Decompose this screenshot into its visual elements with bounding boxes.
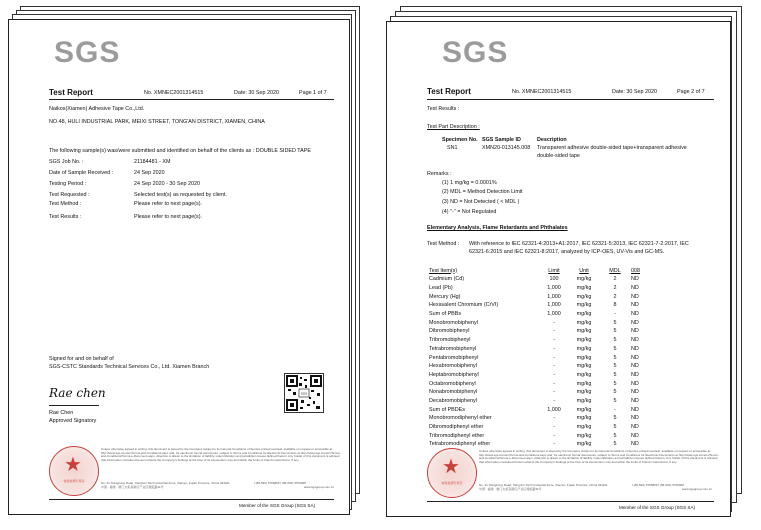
field-label: SGS Job No. : xyxy=(49,159,84,165)
limit-cell: - xyxy=(553,328,555,335)
unit-cell: mg/kg xyxy=(576,276,592,283)
limit-cell: 1,000 xyxy=(547,406,561,413)
limit-cell: - xyxy=(553,345,555,352)
test-item-cell: Hexabromobiphenyl xyxy=(429,363,477,370)
col-mdl: MDL xyxy=(609,267,621,274)
result-cell: ND xyxy=(631,328,639,335)
remark-item: (2) MDL = Method Detection Limit xyxy=(442,189,523,195)
field-value: Please refer to next page(s). xyxy=(134,214,203,220)
field-value: 24 Sep 2020 xyxy=(134,170,165,176)
table-row xyxy=(427,353,657,362)
official-stamp xyxy=(49,446,99,496)
limit-cell: - xyxy=(553,397,555,404)
test-item-cell: Tetrabromobiphenyl xyxy=(429,345,477,352)
remark-item: (3) ND = Not Detected ( < MDL ) xyxy=(442,199,520,205)
member-text: Member of the SGS Group (SGS SA) xyxy=(239,503,316,508)
mdl-cell: 5 xyxy=(613,337,617,344)
footer-address-en: No. 31 Xianghong Road, Xiang'An Torch Industrial Zone, Xiamen, Fujian Province, China 361101 xyxy=(479,484,608,487)
spec-header-sample-id: SGS Sample ID xyxy=(482,137,521,143)
result-cell: ND xyxy=(631,337,639,344)
result-cell: ND xyxy=(631,441,639,448)
spec-specimen: SN1 xyxy=(447,145,458,151)
result-cell: ND xyxy=(631,363,639,370)
client-company: Naikos(Xiamen) Adhesive Tape Co.,Ltd. xyxy=(49,106,145,112)
field-label: Test Results : xyxy=(49,214,82,220)
table-row xyxy=(427,336,657,345)
table-row xyxy=(427,362,657,371)
mdl-cell: 5 xyxy=(613,389,617,396)
unit-cell: mg/kg xyxy=(576,302,592,309)
table-row xyxy=(427,345,657,354)
footer-address-en: No. 31 Xianghong Road, Xiang'An Torch Industrial Zone, Xiamen, Fujian Province, China 361101 xyxy=(101,482,230,485)
limit-cell: 1,000 xyxy=(547,285,561,292)
mdl-cell: 2 xyxy=(613,293,617,300)
sgs-logo: SGS xyxy=(54,36,121,69)
mdl-cell: 5 xyxy=(613,397,617,404)
field-label: Date of Sample Received : xyxy=(49,170,114,176)
remarks-label: Remarks : xyxy=(427,171,452,177)
limit-cell: - xyxy=(553,371,555,378)
title-rule xyxy=(49,99,334,100)
mdl-cell: 5 xyxy=(613,424,617,431)
test-item-cell: Hexavalent Chromium (CrVI) xyxy=(429,302,499,309)
report-page-2 xyxy=(386,21,731,517)
member-text: Member of the SGS Group (SGS SA) xyxy=(619,505,696,510)
result-cell: ND xyxy=(631,415,639,422)
qr-code-icon xyxy=(285,374,323,412)
fine-print: Unless otherwise agreed in writing, this document is issued by the Company subject to its General Conditions of Service printed overleaf, available on request or accessible at http://www.sgs.com/en/Terms-and-Conditions.aspx and, for electronic format documents, subject to Terms and Conditions for Electronic Documents at http://www.sgs.com/en/Terms-and-Conditions/Terms-e-Document.aspx. Attention is drawn to the limitation of liability, indemnification and jurisdiction issues defined therein. Any holder of this document is advised that information contained hereon reflects the Company's findings at the time of its intervention only and within the limits of Client's instructions, if any. xyxy=(479,450,719,464)
test-item-cell: Sum of PBBs xyxy=(429,311,462,318)
limit-cell: - xyxy=(553,354,555,361)
official-stamp xyxy=(427,448,477,498)
mdl-cell: 5 xyxy=(613,345,617,352)
stamp-star-icon: ★ xyxy=(64,454,82,476)
limit-cell: - xyxy=(553,380,555,387)
table-row xyxy=(427,284,657,293)
mdl-cell: 5 xyxy=(613,380,617,387)
unit-cell: mg/kg xyxy=(576,293,592,300)
limit-cell: - xyxy=(553,415,555,422)
result-cell: ND xyxy=(631,371,639,378)
test-item-cell: Nonabromobiphenyl xyxy=(429,389,478,396)
field-value: 24 Sep 2020 - 30 Sep 2020 xyxy=(134,181,200,187)
stamp-star-icon: ★ xyxy=(442,456,460,478)
unit-cell: mg/kg xyxy=(576,354,592,361)
test-item-cell: Heptabromobiphenyl xyxy=(429,371,479,378)
test-item-cell: Pentabromobiphenyl xyxy=(429,354,479,361)
field-value: 21184481 - XM xyxy=(134,159,171,165)
report-date: Date: 30 Sep 2020 xyxy=(612,89,657,95)
mdl-cell: 5 xyxy=(613,432,617,439)
footer-rule xyxy=(427,501,714,502)
table-row xyxy=(427,423,657,432)
limit-cell: - xyxy=(553,389,555,396)
mdl-cell: 5 xyxy=(613,415,617,422)
table-row xyxy=(427,440,657,449)
page-number: Page 2 of 7 xyxy=(677,89,705,95)
result-cell: ND xyxy=(631,311,639,318)
report-date: Date: 30 Sep 2020 xyxy=(234,90,279,96)
mdl-cell: 5 xyxy=(613,328,617,335)
limit-cell: - xyxy=(553,424,555,431)
report-page-1 xyxy=(8,19,350,515)
field-value: Please refer to next page(s). xyxy=(134,201,203,207)
remark-item: (4) "-" = Not Regulated xyxy=(442,209,497,215)
test-item-cell: Dibromodiphenyl ether xyxy=(429,424,484,431)
test-item-cell: Tribromodiphenyl ether xyxy=(429,432,485,439)
footer-tel: t (86-592) 5766866 f (86-592) 5766968 xyxy=(254,481,306,485)
table-row xyxy=(427,379,657,388)
col-limit: Limit xyxy=(548,267,560,274)
unit-cell: mg/kg xyxy=(576,363,592,370)
unit-cell: mg/kg xyxy=(576,345,592,352)
report-title: Test Report xyxy=(427,87,471,96)
qr-code xyxy=(284,373,324,413)
col-result: 008 xyxy=(631,267,640,274)
spec-header-specimen: Specimen No. xyxy=(442,137,478,143)
stamp-text: 检验检测专用章 xyxy=(63,479,85,483)
remark-item: (1) 1 mg/kg = 0.0001% xyxy=(442,180,497,186)
footer-web: www.sgsgroup.com.cn xyxy=(682,487,713,491)
limit-cell: 100 xyxy=(549,276,559,283)
test-method-label: Test Method : xyxy=(427,241,460,247)
mdl-cell: 5 xyxy=(613,441,617,448)
unit-cell: mg/kg xyxy=(576,311,592,318)
result-cell: ND xyxy=(631,276,639,283)
table-row xyxy=(427,301,657,310)
limit-cell: - xyxy=(553,319,555,326)
test-item-cell: Tetrabromodiphenyl ether xyxy=(429,441,491,448)
client-address: NO.48, HULI INDUSTRIAL PARK, MEIXI STREET, TONG'AN DISTRICT, XIAMEN, CHINA xyxy=(49,119,265,125)
limit-cell: - xyxy=(553,441,555,448)
unit-cell: mg/kg xyxy=(576,319,592,326)
result-cell: ND xyxy=(631,345,639,352)
result-cell: ND xyxy=(631,432,639,439)
test-item-cell: Sum of PBDEs xyxy=(429,406,465,413)
mdl-cell: 5 xyxy=(613,371,617,378)
test-method-line-1: With reference to IEC 62321-4:2013+A1:2017, IEC 62321-5:2013, IEC 62321-7-2:2017, IEC xyxy=(469,241,689,247)
sgs-logo: SGS xyxy=(442,36,509,69)
col-test-item: Test Item(s) xyxy=(429,267,458,274)
report-number: No. XMNEC2001314515 xyxy=(144,90,204,96)
spec-description: Transparent adhesive double-sided tape+transparent adhesive xyxy=(537,145,687,151)
col-unit: Unit xyxy=(579,267,589,274)
signed-line-2: SGS-CSTC Standards Technical Services Co., Ltd. Xiamen Branch xyxy=(49,364,210,370)
result-cell: ND xyxy=(631,293,639,300)
unit-cell: mg/kg xyxy=(576,328,592,335)
unit-cell: mg/kg xyxy=(576,406,592,413)
result-cell: ND xyxy=(631,389,639,396)
stamp-text: 检验检测专用章 xyxy=(441,481,463,485)
mdl-cell: - xyxy=(614,311,616,318)
result-cell: ND xyxy=(631,406,639,413)
result-cell: ND xyxy=(631,285,639,292)
qr-logo-text: SGS xyxy=(300,391,308,396)
table-row xyxy=(427,388,657,397)
page-number: Page 1 of 7 xyxy=(299,90,327,96)
mdl-cell: 8 xyxy=(613,302,617,309)
result-cell: ND xyxy=(631,354,639,361)
test-item-cell: Dibromobiphenyl xyxy=(429,328,470,335)
footer-web: www.sgsgroup.com.cn xyxy=(304,485,335,489)
unit-cell: mg/kg xyxy=(576,424,592,431)
mdl-cell: 5 xyxy=(613,354,617,361)
test-results-label: Test Results : xyxy=(427,106,460,112)
field-label: Testing Period : xyxy=(49,181,87,187)
spec-description-cont: double-sided tape xyxy=(537,153,580,159)
table-row xyxy=(427,275,657,284)
table-row xyxy=(427,414,657,423)
unit-cell: mg/kg xyxy=(576,337,592,344)
table-row xyxy=(427,310,657,319)
test-item-cell: Decabromobiphenyl xyxy=(429,397,477,404)
table-row xyxy=(427,431,657,440)
table-row xyxy=(427,318,657,327)
result-cell: ND xyxy=(631,319,639,326)
field-value: Selected test(s) as requested by client. xyxy=(134,192,227,198)
result-cell: ND xyxy=(631,397,639,404)
report-number: No. XMNEC2001314515 xyxy=(512,89,572,95)
table-row xyxy=(427,371,657,380)
results-table xyxy=(427,266,657,449)
unit-cell: mg/kg xyxy=(576,441,592,448)
limit-cell: 1,000 xyxy=(547,293,561,300)
unit-cell: mg/kg xyxy=(576,415,592,422)
mdl-cell: - xyxy=(614,406,616,413)
table-row xyxy=(427,397,657,406)
limit-cell: - xyxy=(553,363,555,370)
footer-address-cn: 中国 · 福建 · 厦门火炬高新区产业区翔虹路31号 xyxy=(479,487,542,491)
sample-intro: The following sample(s) was/were submitted and identified on behalf of the clients as : DOUBLE SIDED TAPE xyxy=(49,148,311,154)
unit-cell: mg/kg xyxy=(576,389,592,396)
mdl-cell: 2 xyxy=(613,276,617,283)
signer-title: Approved Signatory xyxy=(49,418,97,424)
test-item-cell: Lead (Pb) xyxy=(429,285,453,292)
signature-rule xyxy=(49,405,99,406)
table-row xyxy=(427,405,657,414)
result-cell: ND xyxy=(631,380,639,387)
mdl-cell: 5 xyxy=(613,319,617,326)
field-label: Test Method : xyxy=(49,201,82,207)
test-item-cell: Monobromodiphenyl ether xyxy=(429,415,492,422)
unit-cell: mg/kg xyxy=(576,371,592,378)
test-item-cell: Octabromobiphenyl xyxy=(429,380,476,387)
test-item-cell: Monobromobiphenyl xyxy=(429,319,478,326)
footer-rule xyxy=(49,499,334,500)
unit-cell: mg/kg xyxy=(576,397,592,404)
unit-cell: mg/kg xyxy=(576,285,592,292)
test-method-line-2: 62321-6:2015 and IEC 62321-8:2017, analyzed by ICP-OES, UV-Vis and GC-MS. xyxy=(469,249,665,255)
fine-print: Unless otherwise agreed in writing, this document is issued by the Company subject to its General Conditions of Service printed overleaf, available on request or accessible at http://www.sgs.com/en/Terms-and-Conditions.aspx and, for electronic format documents, subject to Terms and Conditions for Electronic Documents at http://www.sgs.com/en/Terms-and-Conditions/Terms-e-Document.aspx. Attention is drawn to the limitation of liability, indemnification and jurisdiction issues defined therein. Any holder of this document is advised that information contained hereon reflects the Company's findings at the time of its intervention only and within the limits of Client's instructions, if any. xyxy=(101,448,341,462)
table-row xyxy=(427,327,657,336)
test-part-description: Test Part Description : xyxy=(427,124,480,130)
result-cell: ND xyxy=(631,302,639,309)
footer-tel: t (86-592) 5766866 f (86-592) 5766968 xyxy=(632,483,684,487)
spec-header-description: Description xyxy=(537,137,567,143)
title-rule xyxy=(427,99,714,100)
table-row xyxy=(427,292,657,301)
signer-name: Rae Chen xyxy=(49,410,74,416)
test-item-cell: Mercury (Hg) xyxy=(429,293,461,300)
field-label: Test Requested : xyxy=(49,192,90,198)
mdl-cell: 5 xyxy=(613,363,617,370)
test-item-cell: Cadmium (Cd) xyxy=(429,276,465,283)
limit-cell: - xyxy=(553,432,555,439)
results-header-row xyxy=(427,266,657,275)
footer-address-cn: 中国 · 福建 · 厦门火炬高新区产业区翔虹路31号 xyxy=(101,485,164,489)
unit-cell: mg/kg xyxy=(576,432,592,439)
section-title: Elementary Analysis, Flame Retardants and Phthalates xyxy=(427,225,568,231)
limit-cell: 1,000 xyxy=(547,302,561,309)
report-title: Test Report xyxy=(49,88,93,97)
unit-cell: mg/kg xyxy=(576,380,592,387)
spec-sample-id: XMN20-013145.008 xyxy=(482,145,531,151)
mdl-cell: 2 xyxy=(613,285,617,292)
signature: Rae chen xyxy=(49,386,106,400)
limit-cell: 1,000 xyxy=(547,311,561,318)
limit-cell: - xyxy=(553,337,555,344)
signed-line-1: Signed for and on behalf of xyxy=(49,356,114,362)
test-item-cell: Tribromobiphenyl xyxy=(429,337,471,344)
result-cell: ND xyxy=(631,424,639,431)
